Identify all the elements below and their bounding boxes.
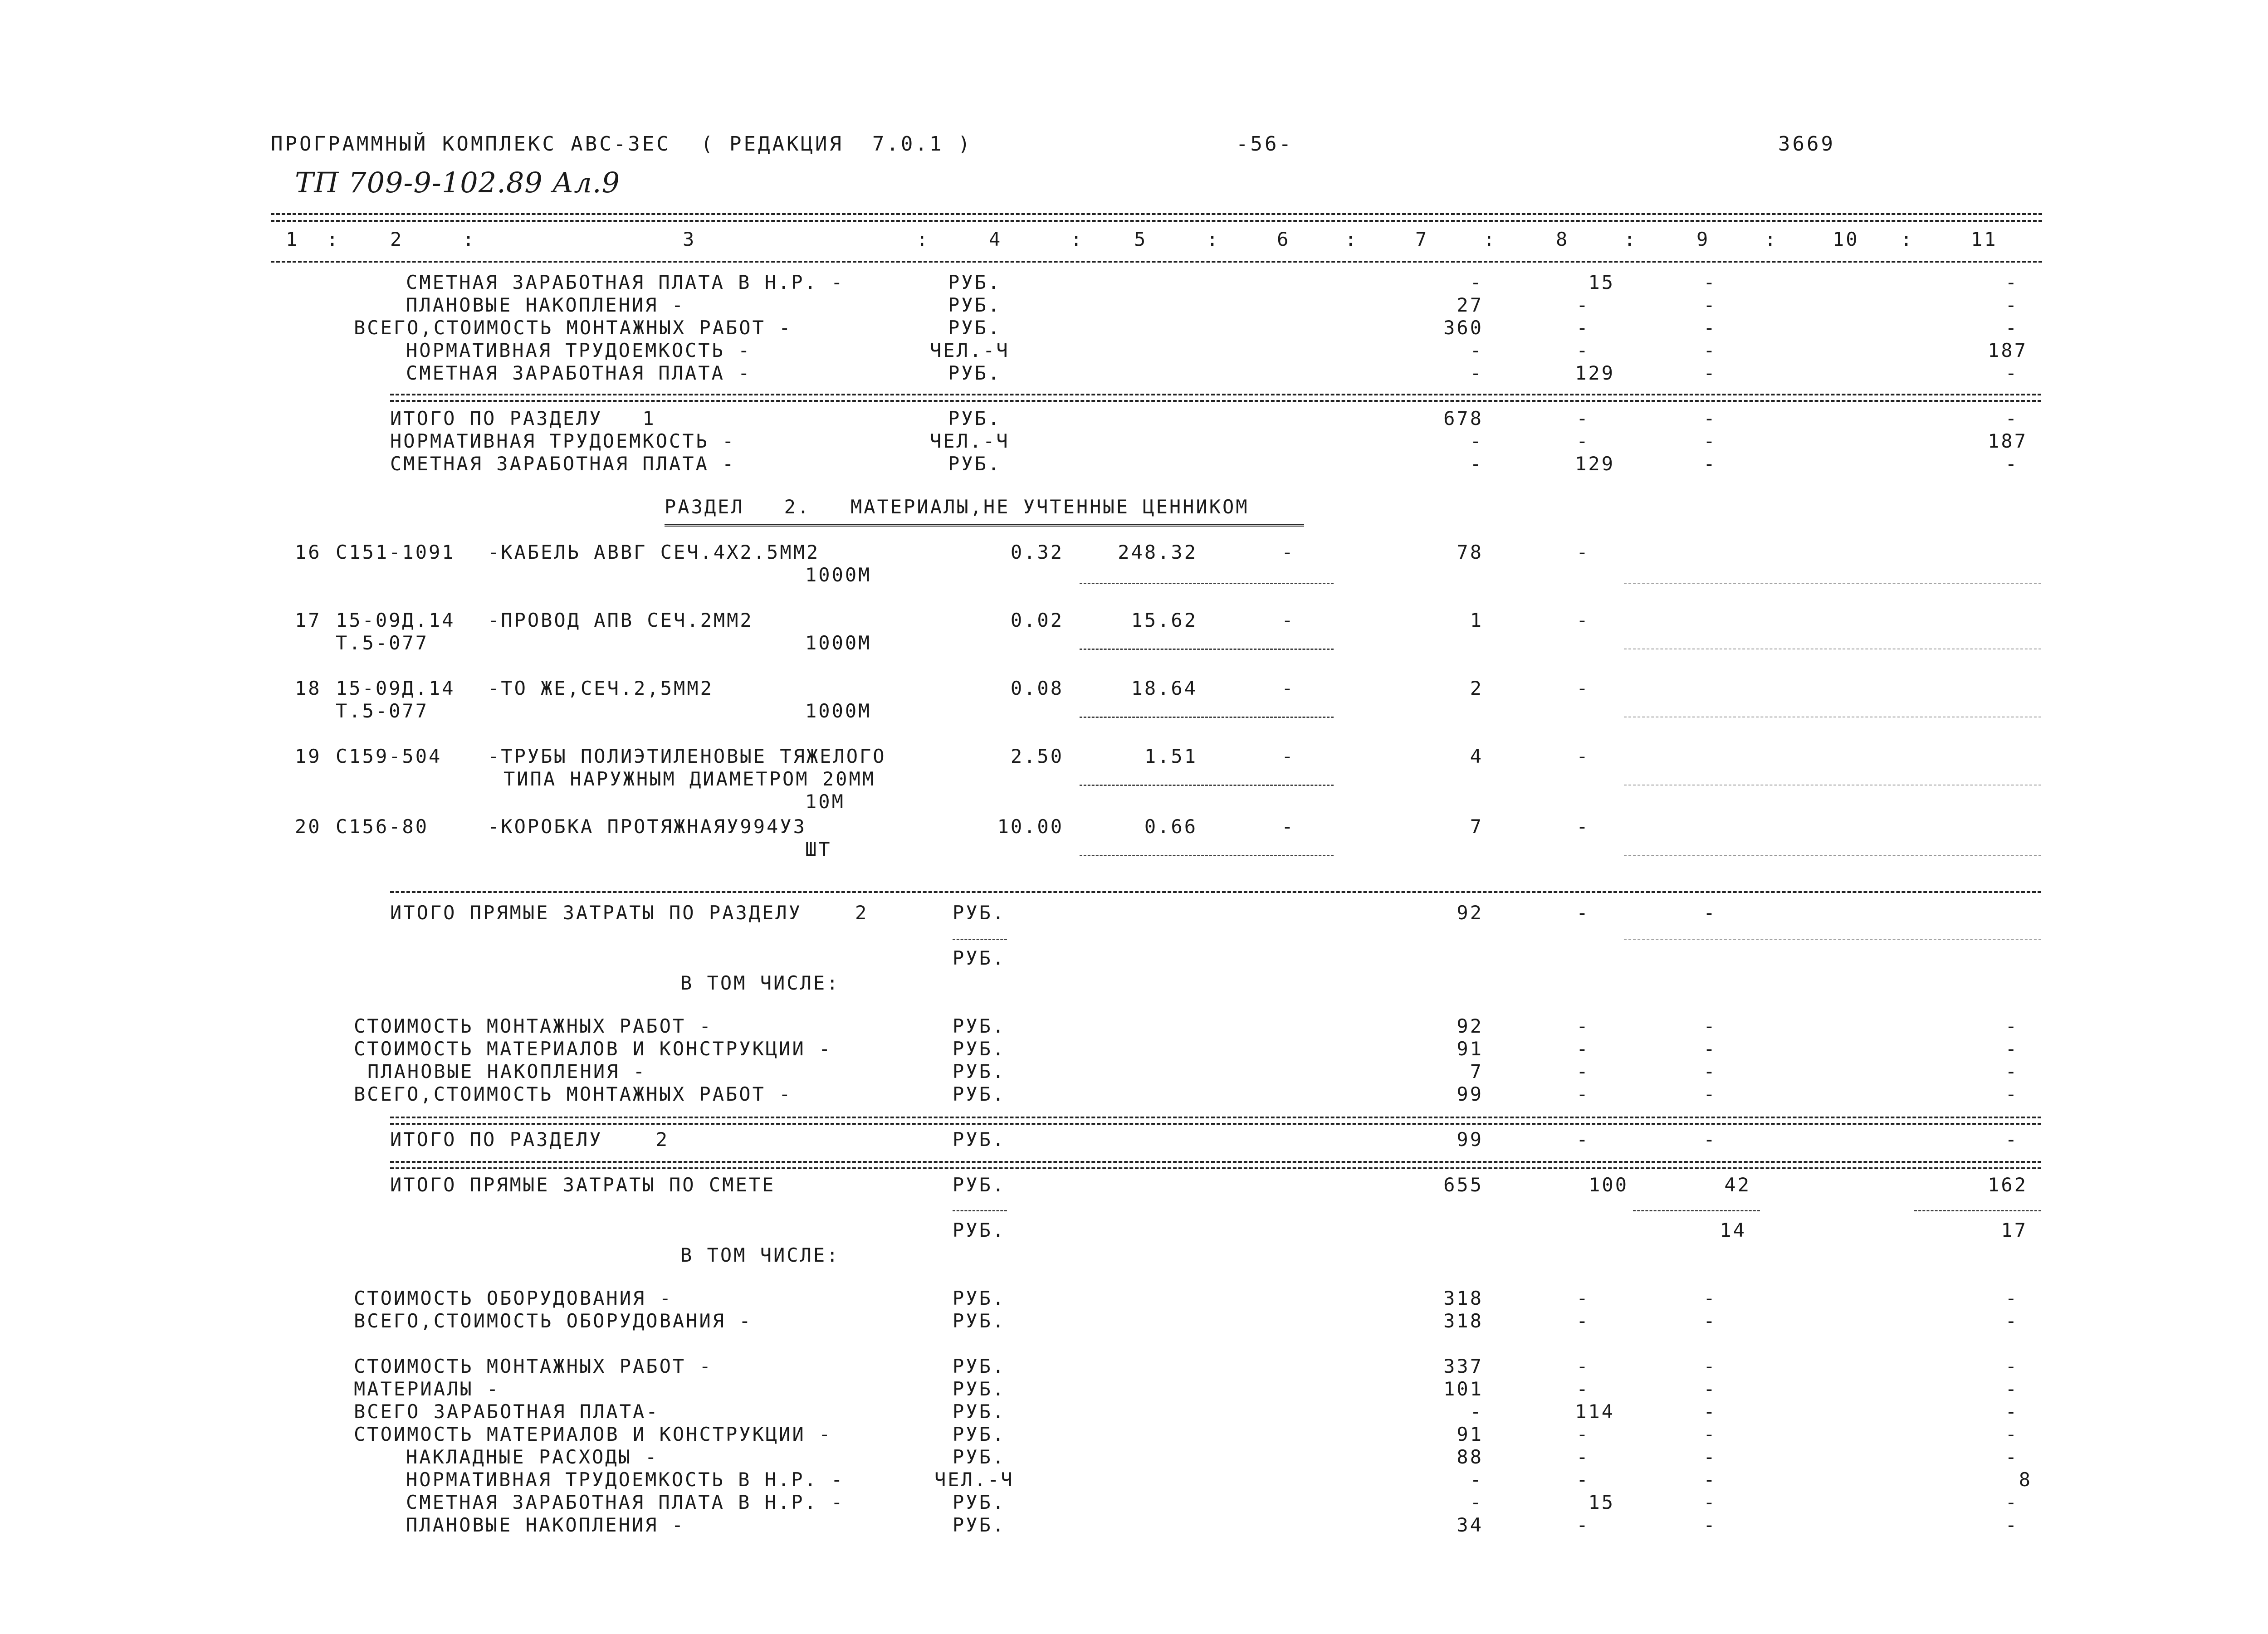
cell-c11: 187 bbox=[1988, 430, 2028, 452]
row-unit: РУБ. bbox=[953, 902, 1006, 924]
col-sep: : bbox=[1624, 228, 1637, 250]
cell-c8: 15 bbox=[1588, 271, 1615, 293]
unit-rule bbox=[953, 939, 1007, 940]
cell-c8: - bbox=[1576, 294, 1590, 316]
cell-c7: 92 bbox=[1457, 1015, 1483, 1037]
item-unit: 1000М bbox=[805, 700, 872, 722]
item-rule-right bbox=[1624, 855, 2041, 856]
row-unit: РУБ. bbox=[953, 1491, 1006, 1513]
item-c7: 7 bbox=[1470, 815, 1483, 838]
column-header-rule bbox=[271, 261, 2042, 263]
row-label: ИТОГО ПРЯМЫЕ ЗАТРАТЫ ПО РАЗДЕЛУ 2 bbox=[390, 902, 869, 924]
cell-c11: - bbox=[2005, 1015, 2019, 1037]
cell-c9: - bbox=[1703, 902, 1717, 924]
item-unit: 1000М bbox=[805, 632, 872, 654]
row-unit: РУБ. bbox=[953, 1287, 1006, 1309]
col-11: 11 bbox=[1971, 228, 1998, 250]
col-sep: : bbox=[1765, 228, 1778, 250]
cell-c9: - bbox=[1703, 1400, 1717, 1423]
item-c7: 78 bbox=[1457, 541, 1483, 563]
col-10: 10 bbox=[1833, 228, 1859, 250]
row-unit: ЧЕЛ.-Ч bbox=[930, 339, 1010, 361]
cell-c7: - bbox=[1470, 453, 1483, 475]
row-label: СТОИМОСТЬ МАТЕРИАЛОВ И КОНСТРУКЦИИ - bbox=[354, 1423, 832, 1445]
cell-c7: - bbox=[1470, 1400, 1483, 1423]
col-sep: : bbox=[1345, 228, 1359, 250]
col-8: 8 bbox=[1556, 228, 1569, 250]
cell-c8: - bbox=[1576, 1060, 1590, 1083]
cell-c11: - bbox=[2005, 1423, 2019, 1445]
row-label: СТОИМОСТЬ МОНТАЖНЫХ РАБОТ - bbox=[354, 1355, 713, 1377]
item-number: 17 bbox=[295, 609, 322, 631]
item-c8: - bbox=[1576, 677, 1590, 699]
item-rule bbox=[1080, 583, 1334, 584]
cell-c7: - bbox=[1470, 339, 1483, 361]
cell-c11: - bbox=[2005, 362, 2019, 384]
row-label: СТОИМОСТЬ МОНТАЖНЫХ РАБОТ - bbox=[354, 1015, 713, 1037]
cell-c8: - bbox=[1576, 1038, 1590, 1060]
item-c6: - bbox=[1281, 609, 1295, 631]
cell-c7: 88 bbox=[1457, 1446, 1483, 1468]
row-unit: РУБ. bbox=[953, 1060, 1006, 1083]
cell-c11: - bbox=[2005, 1491, 2019, 1513]
col-sep: : bbox=[1070, 228, 1084, 250]
item-unit: ШТ bbox=[805, 838, 832, 860]
item-c8: - bbox=[1576, 745, 1590, 767]
row-unit: РУБ. bbox=[953, 1083, 1006, 1105]
header-rule-2 bbox=[271, 220, 2042, 222]
block-rule-2 bbox=[390, 400, 2041, 402]
item-description-2: ТИПА НАРУЖНЫМ ДИАМЕТРОМ 20ММ bbox=[503, 768, 876, 790]
cell-c9: - bbox=[1703, 271, 1717, 293]
cell-c11: - bbox=[2005, 1128, 2019, 1151]
cell-c7: 92 bbox=[1457, 902, 1483, 924]
cell-c11: - bbox=[2005, 1060, 2019, 1083]
row-label: СТОИМОСТЬ МАТЕРИАЛОВ И КОНСТРУКЦИИ - bbox=[354, 1038, 832, 1060]
cell-c11: 187 bbox=[1988, 339, 2028, 361]
cell-c8: - bbox=[1576, 1015, 1590, 1037]
row-unit: РУБ. bbox=[953, 1128, 1006, 1151]
cell-c8: - bbox=[1576, 902, 1590, 924]
row-label: ВСЕГО,СТОИМОСТЬ ОБОРУДОВАНИЯ - bbox=[354, 1310, 753, 1332]
row-label: ВСЕГО,СТОИМОСТЬ МОНТАЖНЫХ РАБОТ - bbox=[354, 317, 792, 339]
cell-c11: - bbox=[2005, 1083, 2019, 1105]
cell-c8: 114 bbox=[1575, 1400, 1615, 1423]
row-unit: РУБ. bbox=[948, 362, 1002, 384]
item-rule-right bbox=[1624, 583, 2041, 584]
row-unit: РУБ. bbox=[953, 1514, 1006, 1536]
item-code-2: Т.5-077 bbox=[336, 700, 429, 722]
row-label: СМЕТНАЯ ЗАРАБОТНАЯ ПЛАТА В Н.Р. - bbox=[406, 1491, 845, 1513]
cell-c11: - bbox=[2005, 1287, 2019, 1309]
item-rule bbox=[1080, 649, 1334, 650]
cell-c9: - bbox=[1703, 362, 1717, 384]
cell-c8: - bbox=[1576, 1468, 1590, 1491]
row-label: НОРМАТИВНАЯ ТРУДОЕМКОСТЬ - bbox=[390, 430, 736, 452]
cell-c11: 162 bbox=[1988, 1174, 2028, 1196]
cell-c9: - bbox=[1703, 407, 1717, 429]
cell-c7: - bbox=[1470, 1468, 1483, 1491]
item-code: 15-09Д.14 bbox=[336, 677, 455, 699]
cell-c7: 7 bbox=[1470, 1060, 1483, 1083]
item-qty: 10.00 bbox=[997, 815, 1064, 838]
header-rule bbox=[271, 213, 2042, 215]
cell-c7: 360 bbox=[1443, 317, 1483, 339]
block-rule bbox=[390, 394, 2041, 395]
cell-c9: - bbox=[1703, 1468, 1717, 1491]
item-description: -ТРУБЫ ПОЛИЭТИЛЕНОВЫЕ ТЯЖЕЛОГО bbox=[488, 745, 886, 767]
cell-c8: - bbox=[1576, 1514, 1590, 1536]
cell-c8: - bbox=[1576, 430, 1590, 452]
program-name: ПРОГРАММНЫЙ КОМПЛЕКС АВС-3ЕС bbox=[271, 132, 671, 156]
cell-c11: - bbox=[2005, 1310, 2019, 1332]
item-qty: 2.50 bbox=[1010, 745, 1064, 767]
cell-c7: - bbox=[1470, 362, 1483, 384]
col-sep: : bbox=[463, 228, 476, 250]
col-7: 7 bbox=[1415, 228, 1429, 250]
row-label: ИТОГО ПО РАЗДЕЛУ 1 bbox=[390, 407, 656, 429]
row-unit: РУБ. bbox=[948, 317, 1002, 339]
row-unit: РУБ. bbox=[953, 1423, 1006, 1445]
row-unit: ЧЕЛ.-Ч bbox=[934, 1468, 1014, 1491]
item-rule bbox=[1080, 717, 1334, 718]
page-number: -56- bbox=[1236, 132, 1293, 156]
section-rule bbox=[390, 891, 2041, 893]
cell-c11: - bbox=[2005, 1400, 2019, 1423]
cell-c8: - bbox=[1576, 1355, 1590, 1377]
cell-c11: - bbox=[2005, 1355, 2019, 1377]
cell-c11: - bbox=[2005, 407, 2019, 429]
item-qty: 0.02 bbox=[1010, 609, 1064, 631]
row-label: НОРМАТИВНАЯ ТРУДОЕМКОСТЬ - bbox=[406, 339, 752, 361]
item-c6: - bbox=[1281, 677, 1295, 699]
cell-c9: - bbox=[1703, 1287, 1717, 1309]
row-unit: РУБ. bbox=[948, 294, 1002, 316]
item-unit: 1000М bbox=[805, 564, 872, 586]
cell-c8: - bbox=[1576, 1378, 1590, 1400]
cell-c9: - bbox=[1703, 1128, 1717, 1151]
item-c6: - bbox=[1281, 815, 1295, 838]
cell-c7: - bbox=[1470, 1491, 1483, 1513]
row-label: СТОИМОСТЬ ОБОРУДОВАНИЯ - bbox=[354, 1287, 673, 1309]
cell-c11: 8 bbox=[2019, 1468, 2032, 1491]
cell-c8: - bbox=[1576, 1083, 1590, 1105]
item-number: 16 bbox=[295, 541, 322, 563]
row-label: ВСЕГО ЗАРАБОТНАЯ ПЛАТА- bbox=[354, 1400, 660, 1423]
cell-c9: - bbox=[1703, 1038, 1717, 1060]
item-code: 15-09Д.14 bbox=[336, 609, 455, 631]
row-label: ИТОГО ПО РАЗДЕЛУ 2 bbox=[390, 1128, 670, 1151]
col-sep: : bbox=[916, 228, 930, 250]
cell-c11-secondary: 17 bbox=[2001, 1219, 2028, 1241]
cell-c7: 678 bbox=[1443, 407, 1483, 429]
col-sep: : bbox=[1901, 228, 1914, 250]
cell-c11: - bbox=[2005, 271, 2019, 293]
cell-c9: - bbox=[1703, 294, 1717, 316]
handwritten-project-code: ТП 709-9-102.89 Ал.9 bbox=[295, 166, 621, 199]
item-c8: - bbox=[1576, 609, 1590, 631]
cell-c9: - bbox=[1703, 1310, 1717, 1332]
item-number: 20 bbox=[295, 815, 322, 838]
cell-rule bbox=[1914, 1210, 2041, 1211]
edition-label: ( РЕДАКЦИЯ 7.0.1 ) bbox=[701, 132, 973, 156]
cell-c9-secondary: 14 bbox=[1720, 1219, 1746, 1241]
row-label: СМЕТНАЯ ЗАРАБОТНАЯ ПЛАТА - bbox=[390, 453, 736, 475]
cell-c8: 129 bbox=[1575, 362, 1615, 384]
item-price: 0.66 bbox=[1144, 815, 1198, 838]
including-label: В ТОМ ЧИСЛЕ: bbox=[680, 1244, 840, 1266]
row-unit: РУБ. bbox=[953, 1310, 1006, 1332]
cell-c11: - bbox=[2005, 294, 2019, 316]
cell-c11: - bbox=[2005, 1378, 2019, 1400]
cell-c7: 655 bbox=[1443, 1174, 1483, 1196]
item-c7: 1 bbox=[1470, 609, 1483, 631]
block-rule bbox=[390, 1117, 2041, 1118]
item-qty: 0.08 bbox=[1010, 677, 1064, 699]
item-price: 1.51 bbox=[1144, 745, 1198, 767]
cell-c7: 318 bbox=[1443, 1287, 1483, 1309]
row-unit: РУБ. bbox=[953, 1400, 1006, 1423]
row-unit-2: РУБ. bbox=[953, 1219, 1006, 1241]
item-rule bbox=[1080, 855, 1334, 856]
row-unit: ЧЕЛ.-Ч bbox=[930, 430, 1010, 452]
cell-c9: - bbox=[1703, 1514, 1717, 1536]
row-label: ИТОГО ПРЯМЫЕ ЗАТРАТЫ ПО СМЕТЕ bbox=[390, 1174, 776, 1196]
cell-c8: - bbox=[1576, 1287, 1590, 1309]
document-number: 3669 bbox=[1778, 132, 1835, 156]
cell-c11: - bbox=[2005, 453, 2019, 475]
cell-c11: - bbox=[2005, 317, 2019, 339]
unit-rule bbox=[953, 1210, 1007, 1211]
row-label: НАКЛАДНЫЕ РАСХОДЫ - bbox=[406, 1446, 659, 1468]
cell-rule bbox=[1624, 939, 2041, 940]
row-label: ПЛАНОВЫЕ НАКОПЛЕНИЯ - bbox=[367, 1060, 647, 1083]
item-description: -КОРОБКА ПРОТЯЖНАЯУ994У3 bbox=[488, 815, 807, 838]
item-c7: 2 bbox=[1470, 677, 1483, 699]
cell-c7: - bbox=[1470, 271, 1483, 293]
cell-c8: - bbox=[1576, 339, 1590, 361]
cell-rule bbox=[1633, 1210, 1760, 1211]
row-unit: РУБ. bbox=[953, 1378, 1006, 1400]
cell-c8: 15 bbox=[1588, 1491, 1615, 1513]
item-price: 15.62 bbox=[1131, 609, 1198, 631]
col-9: 9 bbox=[1696, 228, 1710, 250]
row-label: ПЛАНОВЫЕ НАКОПЛЕНИЯ - bbox=[406, 1514, 685, 1536]
row-unit: РУБ. bbox=[948, 271, 1002, 293]
item-c8: - bbox=[1576, 541, 1590, 563]
col-4: 4 bbox=[989, 228, 1002, 250]
block-rule-2 bbox=[390, 1123, 2041, 1125]
row-label: МАТЕРИАЛЫ - bbox=[354, 1378, 500, 1400]
col-1: 1 bbox=[286, 228, 299, 250]
cell-c9: - bbox=[1703, 1083, 1717, 1105]
col-6: 6 bbox=[1277, 228, 1290, 250]
col-sep: : bbox=[327, 228, 340, 250]
cell-c9: - bbox=[1703, 1355, 1717, 1377]
cell-c7: 91 bbox=[1457, 1038, 1483, 1060]
item-description: -ПРОВОД АПВ СЕЧ.2ММ2 bbox=[488, 609, 753, 631]
item-c6: - bbox=[1281, 541, 1295, 563]
item-unit: 10М bbox=[805, 790, 845, 813]
row-label: СМЕТНАЯ ЗАРАБОТНАЯ ПЛАТА - bbox=[406, 362, 752, 384]
item-c7: 4 bbox=[1470, 745, 1483, 767]
cell-c7: - bbox=[1470, 430, 1483, 452]
item-price: 18.64 bbox=[1131, 677, 1198, 699]
row-unit: РУБ. bbox=[948, 453, 1002, 475]
row-unit: РУБ. bbox=[953, 1038, 1006, 1060]
row-unit: РУБ. bbox=[953, 1015, 1006, 1037]
item-description: -ТО ЖЕ,СЕЧ.2,5ММ2 bbox=[488, 677, 714, 699]
cell-c9: - bbox=[1703, 339, 1717, 361]
block-rule-2 bbox=[390, 1167, 2041, 1169]
item-code: С156-80 bbox=[336, 815, 429, 838]
cell-c9: - bbox=[1703, 1015, 1717, 1037]
block-rule bbox=[390, 1161, 2041, 1163]
item-description: -КАБЕЛЬ АВВГ СЕЧ.4Х2.5ММ2 bbox=[488, 541, 820, 563]
item-rule bbox=[1080, 785, 1334, 786]
cell-c8: - bbox=[1576, 1446, 1590, 1468]
cell-c7: 99 bbox=[1457, 1128, 1483, 1151]
item-qty: 0.32 bbox=[1010, 541, 1064, 563]
cell-c7: 34 bbox=[1457, 1514, 1483, 1536]
cell-c11: - bbox=[2005, 1446, 2019, 1468]
cell-c7: 318 bbox=[1443, 1310, 1483, 1332]
cell-c8: - bbox=[1576, 1423, 1590, 1445]
cell-c9: - bbox=[1703, 453, 1717, 475]
col-5: 5 bbox=[1134, 228, 1148, 250]
col-sep: : bbox=[1207, 228, 1220, 250]
cell-c8: - bbox=[1576, 1310, 1590, 1332]
item-c6: - bbox=[1281, 745, 1295, 767]
row-label: ПЛАНОВЫЕ НАКОПЛЕНИЯ - bbox=[406, 294, 685, 316]
section-title-underline bbox=[665, 524, 1304, 528]
cell-c8: - bbox=[1576, 407, 1590, 429]
item-code-2: Т.5-077 bbox=[336, 632, 429, 654]
cell-c9: - bbox=[1703, 1491, 1717, 1513]
col-sep: : bbox=[1483, 228, 1497, 250]
cell-c8: 129 bbox=[1575, 453, 1615, 475]
cell-c8: - bbox=[1576, 1128, 1590, 1151]
col-2: 2 bbox=[390, 228, 404, 250]
cell-c9: - bbox=[1703, 1378, 1717, 1400]
section-2-title: РАЗДЕЛ 2. МАТЕРИАЛЫ,НЕ УЧТЕННЫЕ ЦЕННИКОМ bbox=[665, 496, 1249, 518]
row-unit: РУБ. bbox=[953, 1174, 1006, 1196]
row-label: ВСЕГО,СТОИМОСТЬ МОНТАЖНЫХ РАБОТ - bbox=[354, 1083, 792, 1105]
row-label: НОРМАТИВНАЯ ТРУДОЕМКОСТЬ В Н.Р. - bbox=[406, 1468, 845, 1491]
row-unit: РУБ. bbox=[948, 407, 1002, 429]
cell-c8: - bbox=[1576, 317, 1590, 339]
cell-c9: - bbox=[1703, 430, 1717, 452]
item-c8: - bbox=[1576, 815, 1590, 838]
cell-c7: 99 bbox=[1457, 1083, 1483, 1105]
cell-c9: 42 bbox=[1724, 1174, 1751, 1196]
cell-c9: - bbox=[1703, 1446, 1717, 1468]
row-label: СМЕТНАЯ ЗАРАБОТНАЯ ПЛАТА В Н.Р. - bbox=[406, 271, 845, 293]
cell-c7: 101 bbox=[1443, 1378, 1483, 1400]
row-unit-2: РУБ. bbox=[953, 947, 1006, 969]
item-code: С151-1091 bbox=[336, 541, 455, 563]
item-price: 248.32 bbox=[1118, 541, 1198, 563]
item-number: 19 bbox=[295, 745, 322, 767]
cell-c9: - bbox=[1703, 1060, 1717, 1083]
cell-c7: 91 bbox=[1457, 1423, 1483, 1445]
row-unit: РУБ. bbox=[953, 1355, 1006, 1377]
cell-c7: 337 bbox=[1443, 1355, 1483, 1377]
cell-c11: - bbox=[2005, 1038, 2019, 1060]
col-3: 3 bbox=[683, 228, 696, 250]
item-code: С159-504 bbox=[336, 745, 442, 767]
cell-c8: 100 bbox=[1589, 1174, 1628, 1196]
cell-c11: - bbox=[2005, 1514, 2019, 1536]
cell-c7: 27 bbox=[1457, 294, 1483, 316]
item-number: 18 bbox=[295, 677, 322, 699]
including-label: В ТОМ ЧИСЛЕ: bbox=[680, 972, 840, 994]
cell-c9: - bbox=[1703, 1423, 1717, 1445]
row-unit: РУБ. bbox=[953, 1446, 1006, 1468]
cell-c9: - bbox=[1703, 317, 1717, 339]
